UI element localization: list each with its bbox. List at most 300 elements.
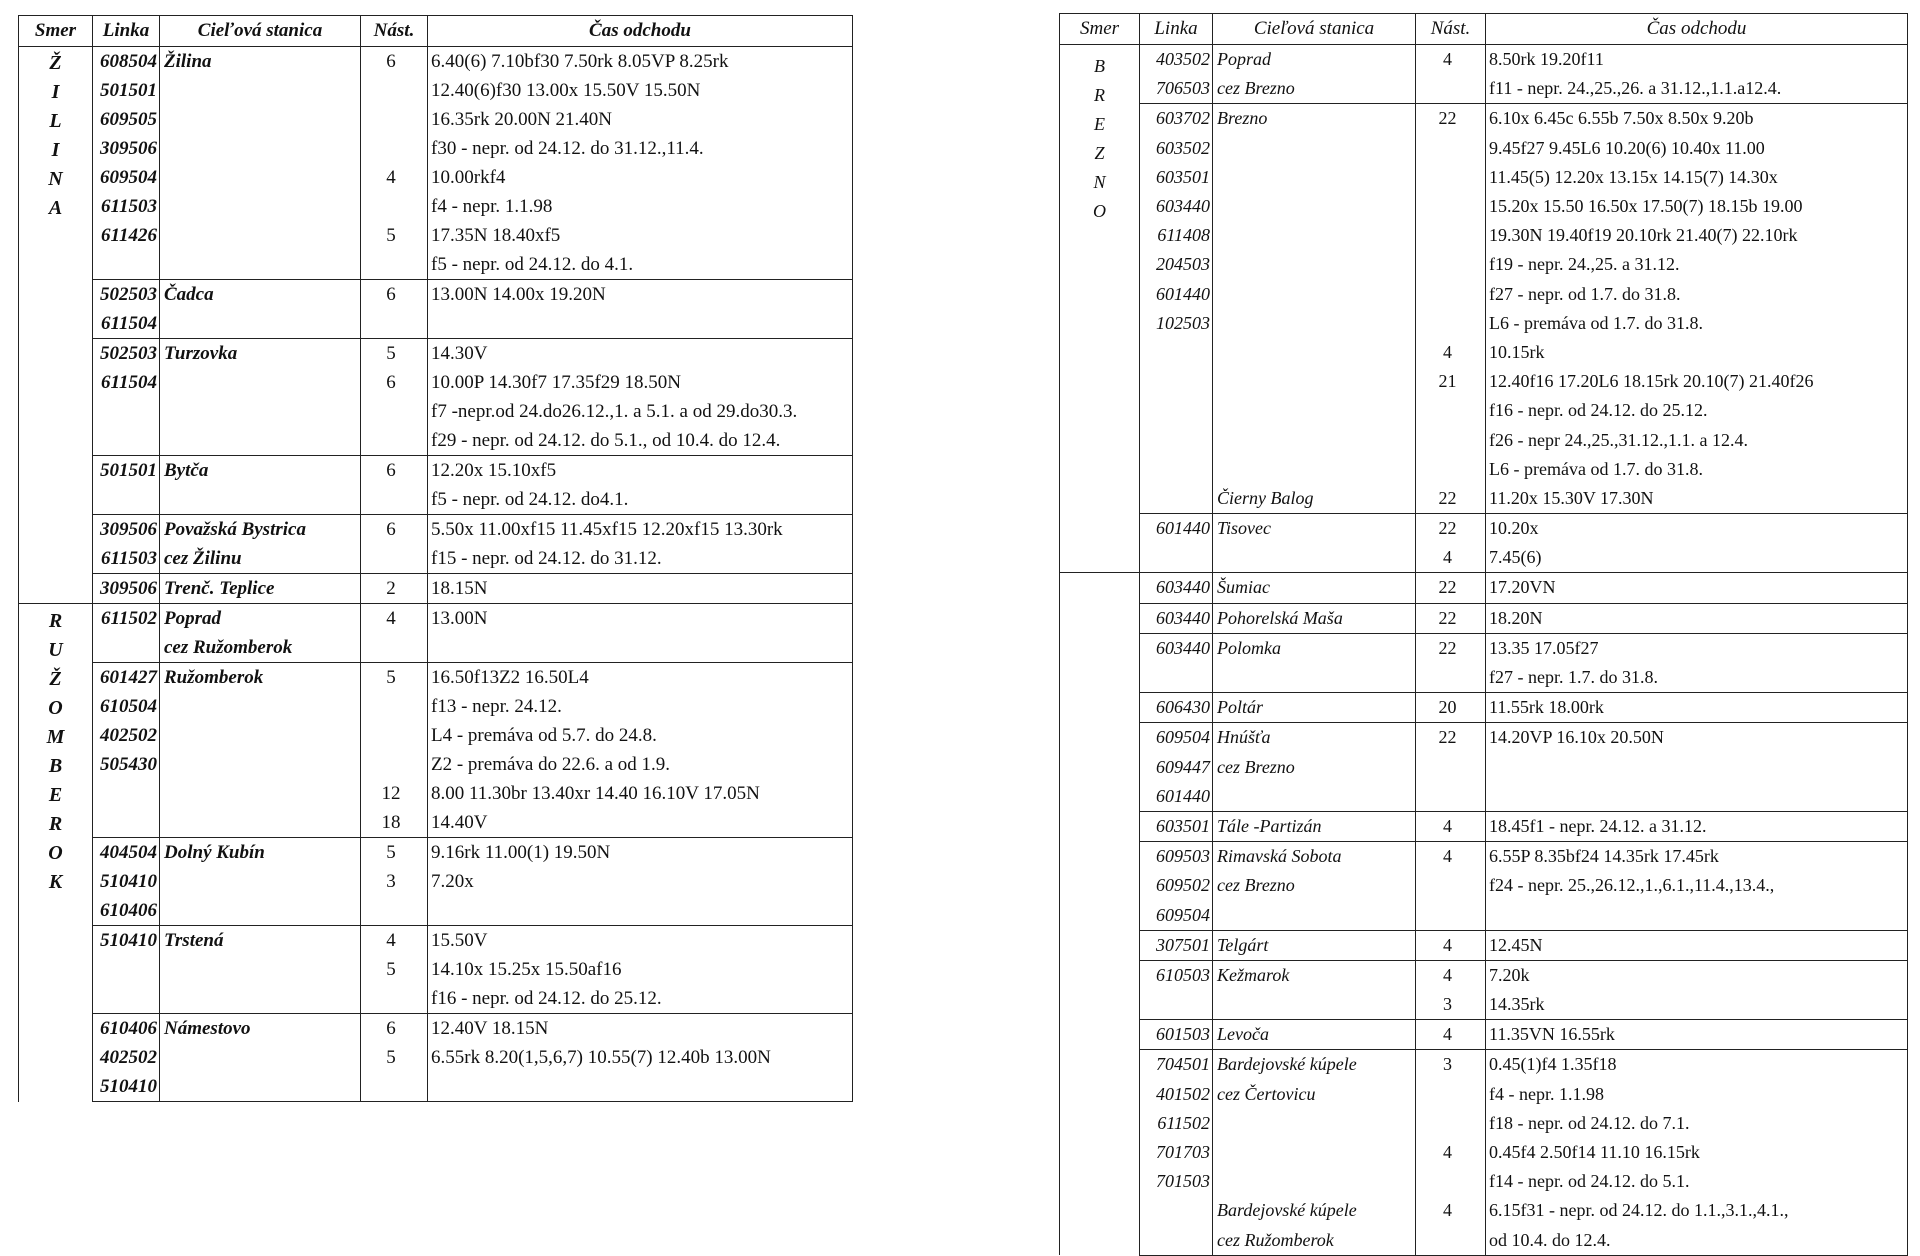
direction-letter: Ž xyxy=(49,668,62,690)
platform xyxy=(361,692,428,721)
line-number: 609504 xyxy=(1140,900,1213,930)
line-number: 603501 xyxy=(1140,163,1213,192)
platform xyxy=(1416,192,1486,221)
table-row xyxy=(19,221,853,250)
destination: Pohorelská Maša xyxy=(1213,603,1416,633)
direction-letter: O xyxy=(1093,201,1106,221)
line-number: 402502 xyxy=(93,1043,160,1072)
table-row xyxy=(19,838,853,868)
table-row xyxy=(1060,425,1908,454)
direction-letter: M xyxy=(46,726,65,748)
departure-times: 8.50rk 19.20f11 xyxy=(1486,45,1908,75)
departure-times: 12.40(6)f30 13.00x 15.50V 15.50N xyxy=(428,76,853,105)
departure-times: f11 - nepr. 24.,25.,26. a 31.12.,1.1.a12.4. xyxy=(1486,74,1908,104)
table-row xyxy=(19,955,853,984)
departure-times: f27 - nepr. od 1.7. do 31.8. xyxy=(1486,280,1908,309)
destination xyxy=(1213,782,1416,812)
line-number: 609504 xyxy=(93,163,160,192)
line-number: 401502 xyxy=(1140,1080,1213,1109)
line-number: 603501 xyxy=(1140,811,1213,841)
line-number: 601440 xyxy=(1140,280,1213,309)
platform: 4 xyxy=(1416,45,1486,75)
departure-times: 18.15N xyxy=(428,574,853,604)
platform xyxy=(1416,455,1486,484)
table-row xyxy=(1060,1138,1908,1167)
destination xyxy=(160,692,361,721)
platform xyxy=(1416,221,1486,250)
destination xyxy=(160,368,361,397)
platform: 4 xyxy=(1416,1138,1486,1167)
direction-letter: E xyxy=(1094,114,1105,134)
table-row xyxy=(1060,1109,1908,1138)
table-row xyxy=(19,163,853,192)
table-row xyxy=(1060,455,1908,484)
departure-times: 13.00N xyxy=(428,604,853,634)
platform: 4 xyxy=(1416,811,1486,841)
header-destination: Cieľová stanica xyxy=(160,16,361,47)
destination xyxy=(160,896,361,926)
table-row xyxy=(19,309,853,339)
line-number xyxy=(93,633,160,663)
destination: Bardejovské kúpele xyxy=(1213,1196,1416,1225)
destination: Poprad xyxy=(160,604,361,634)
table-row xyxy=(1060,930,1908,960)
destination xyxy=(1213,134,1416,163)
line-number xyxy=(93,779,160,808)
table-row xyxy=(19,544,853,574)
line-number: 505430 xyxy=(93,750,160,779)
destination: Turzovka xyxy=(160,339,361,369)
platform: 3 xyxy=(1416,1050,1486,1080)
platform xyxy=(361,397,428,426)
departure-times: f30 - nepr. od 24.12. do 31.12.,11.4. xyxy=(428,134,853,163)
line-number: 611502 xyxy=(1140,1109,1213,1138)
direction-letter: B xyxy=(1094,56,1105,76)
table-row xyxy=(19,896,853,926)
timetable-body xyxy=(1060,45,1908,1256)
platform xyxy=(361,485,428,515)
departure-times: 10.00rkf4 xyxy=(428,163,853,192)
departure-times xyxy=(428,1072,853,1102)
platform: 5 xyxy=(361,1043,428,1072)
departure-times: 14.35rk xyxy=(1486,990,1908,1020)
departure-times xyxy=(1486,753,1908,782)
table-row xyxy=(1060,192,1908,221)
platform: 5 xyxy=(361,838,428,868)
table-row xyxy=(1060,1050,1908,1080)
platform: 22 xyxy=(1416,104,1486,134)
line-number xyxy=(1140,484,1213,514)
platform: 6 xyxy=(361,368,428,397)
destination: Telgárt xyxy=(1213,930,1416,960)
line-number xyxy=(93,485,160,515)
line-number: 402502 xyxy=(93,721,160,750)
table-row xyxy=(19,368,853,397)
departure-times: L6 - premáva od 1.7. do 31.8. xyxy=(1486,309,1908,338)
destination xyxy=(1213,663,1416,693)
direction-letter: O xyxy=(48,697,63,719)
table-row xyxy=(1060,543,1908,573)
platform: 4 xyxy=(1416,543,1486,573)
direction-letter: Z xyxy=(1094,143,1105,163)
header-platform: Nást. xyxy=(1416,14,1486,45)
destination: Čierny Balog xyxy=(1213,484,1416,514)
platform: 12 xyxy=(361,779,428,808)
destination xyxy=(1213,543,1416,573)
line-number: 609502 xyxy=(1140,871,1213,900)
line-number: 510410 xyxy=(93,926,160,956)
direction-cell xyxy=(19,604,93,1102)
departure-times: 17.20VN xyxy=(1486,573,1908,603)
destination: Levoča xyxy=(1213,1020,1416,1050)
departure-times: 14.30V xyxy=(428,339,853,369)
platform: 5 xyxy=(361,663,428,693)
line-number: 611503 xyxy=(93,192,160,221)
table-row xyxy=(1060,573,1908,603)
table-row xyxy=(1060,514,1908,544)
destination: Dolný Kubín xyxy=(160,838,361,868)
table-row xyxy=(19,1043,853,1072)
departure-times: 8.00 11.30br 13.40xr 14.40 16.10V 17.05N xyxy=(428,779,853,808)
table-row xyxy=(19,456,853,486)
timetable-right xyxy=(1059,13,1908,1256)
destination: cez Čertovicu xyxy=(1213,1080,1416,1109)
direction-letter: I xyxy=(51,81,60,103)
destination xyxy=(160,76,361,105)
destination xyxy=(160,750,361,779)
departure-times xyxy=(428,633,853,663)
platform xyxy=(361,896,428,926)
destination xyxy=(1213,1138,1416,1167)
platform xyxy=(1416,1080,1486,1109)
table-row xyxy=(1060,811,1908,841)
table-row xyxy=(1060,45,1908,75)
platform xyxy=(1416,871,1486,900)
line-number: 502503 xyxy=(93,339,160,369)
table-row xyxy=(19,426,853,456)
line-number xyxy=(1140,396,1213,425)
platform xyxy=(1416,396,1486,425)
line-number xyxy=(1140,425,1213,454)
direction-letter: O xyxy=(48,842,63,864)
line-number: 501501 xyxy=(93,456,160,486)
table-row xyxy=(1060,753,1908,782)
table-row xyxy=(19,397,853,426)
timetable-body xyxy=(19,47,853,1102)
destination: Trstená xyxy=(160,926,361,956)
destination xyxy=(160,1043,361,1072)
line-number: 204503 xyxy=(1140,250,1213,279)
platform: 6 xyxy=(361,515,428,545)
direction-letter: N xyxy=(48,168,63,190)
direction-letter: Ž xyxy=(49,52,62,74)
destination: Brezno xyxy=(1213,104,1416,134)
platform: 6 xyxy=(361,280,428,310)
departure-times: f26 - nepr 24.,25.,31.12.,1.1. a 12.4. xyxy=(1486,425,1908,454)
header-direction: Smer xyxy=(19,16,93,47)
destination xyxy=(1213,367,1416,396)
departure-times: 13.35 17.05f27 xyxy=(1486,633,1908,663)
destination: Tále -Partizán xyxy=(1213,811,1416,841)
platform: 4 xyxy=(1416,338,1486,367)
departure-times: 14.40V xyxy=(428,808,853,838)
line-number: 601503 xyxy=(1140,1020,1213,1050)
direction-cell xyxy=(1060,573,1140,1255)
destination: cez Brezno xyxy=(1213,871,1416,900)
destination xyxy=(1213,309,1416,338)
platform: 22 xyxy=(1416,573,1486,603)
line-number xyxy=(93,397,160,426)
departure-times: f19 - nepr. 24.,25. a 31.12. xyxy=(1486,250,1908,279)
departure-times: 17.35N 18.40xf5 xyxy=(428,221,853,250)
platform xyxy=(361,105,428,134)
table-row xyxy=(19,779,853,808)
table-row xyxy=(1060,396,1908,425)
table-row xyxy=(19,76,853,105)
table-row xyxy=(1060,960,1908,990)
destination: Hnúšťa xyxy=(1213,723,1416,753)
table-row xyxy=(19,867,853,896)
departure-times: f24 - nepr. 25.,26.12.,1.,6.1.,11.4.,13.4., xyxy=(1486,871,1908,900)
departure-times: L6 - premáva od 1.7. do 31.8. xyxy=(1486,455,1908,484)
table-row xyxy=(19,134,853,163)
line-number: 609504 xyxy=(1140,723,1213,753)
departure-times: 6.15f31 - nepr. od 24.12. do 1.1.,3.1.,4.1., xyxy=(1486,1196,1908,1225)
platform xyxy=(361,250,428,280)
destination: Trenč. Teplice xyxy=(160,574,361,604)
departure-times: 6.55rk 8.20(1,5,6,7) 10.55(7) 12.40b 13.00N xyxy=(428,1043,853,1072)
destination xyxy=(160,105,361,134)
table-row xyxy=(1060,367,1908,396)
platform: 4 xyxy=(1416,960,1486,990)
platform: 22 xyxy=(1416,603,1486,633)
departure-times: 10.20x xyxy=(1486,514,1908,544)
destination xyxy=(160,955,361,984)
line-number: 609447 xyxy=(1140,753,1213,782)
table-row xyxy=(19,604,853,634)
table-row xyxy=(1060,1020,1908,1050)
line-number: 403502 xyxy=(1140,45,1213,75)
destination xyxy=(1213,280,1416,309)
departure-times: 5.50x 11.00xf15 11.45xf15 12.20xf15 13.30rk xyxy=(428,515,853,545)
direction-letter: L xyxy=(49,110,62,132)
platform xyxy=(361,633,428,663)
departure-times: f16 - nepr. od 24.12. do 25.12. xyxy=(1486,396,1908,425)
table-row xyxy=(19,750,853,779)
direction-letter: N xyxy=(1093,172,1106,192)
destination xyxy=(1213,900,1416,930)
destination: cez Ružomberok xyxy=(1213,1226,1416,1256)
departure-times: 11.20x 15.30V 17.30N xyxy=(1486,484,1908,514)
destination xyxy=(160,984,361,1014)
header-departure: Čas odchodu xyxy=(428,16,853,47)
departure-times: 14.20VP 16.10x 20.50N xyxy=(1486,723,1908,753)
header-row xyxy=(1060,14,1908,45)
departure-times: f29 - nepr. od 24.12. do 5.1., od 10.4. do 12.4. xyxy=(428,426,853,456)
line-number: 307501 xyxy=(1140,930,1213,960)
destination xyxy=(160,485,361,515)
line-number: 611502 xyxy=(93,604,160,634)
destination xyxy=(1213,221,1416,250)
destination: Považská Bystrica xyxy=(160,515,361,545)
direction-letter: E xyxy=(48,784,63,806)
table-row xyxy=(1060,871,1908,900)
departure-times: 14.10x 15.25x 15.50af16 xyxy=(428,955,853,984)
departure-times: 11.35VN 16.55rk xyxy=(1486,1020,1908,1050)
platform: 18 xyxy=(361,808,428,838)
platform xyxy=(1416,134,1486,163)
platform xyxy=(361,750,428,779)
destination: Námestovo xyxy=(160,1014,361,1044)
header-platform: Nást. xyxy=(361,16,428,47)
table-row xyxy=(1060,221,1908,250)
destination: Poprad xyxy=(1213,45,1416,75)
table-row xyxy=(1060,990,1908,1020)
platform: 4 xyxy=(1416,930,1486,960)
table-row xyxy=(1060,163,1908,192)
table-row xyxy=(19,192,853,221)
platform: 4 xyxy=(361,163,428,192)
departure-times: 6.10x 6.45c 6.55b 7.50x 8.50x 9.20b xyxy=(1486,104,1908,134)
line-number: 610406 xyxy=(93,1014,160,1044)
departure-times: Z2 - premáva do 22.6. a od 1.9. xyxy=(428,750,853,779)
table-row xyxy=(1060,104,1908,134)
table-row xyxy=(19,1014,853,1044)
destination xyxy=(1213,425,1416,454)
destination: cez Brezno xyxy=(1213,74,1416,104)
destination xyxy=(1213,1109,1416,1138)
destination: Šumiac xyxy=(1213,573,1416,603)
line-number: 701503 xyxy=(1140,1167,1213,1196)
line-number: 704501 xyxy=(1140,1050,1213,1080)
line-number: 510410 xyxy=(93,867,160,896)
platform: 3 xyxy=(361,867,428,896)
header-line: Linka xyxy=(1140,14,1213,45)
destination: Tisovec xyxy=(1213,514,1416,544)
platform: 6 xyxy=(361,47,428,77)
destination xyxy=(160,309,361,339)
table-row xyxy=(19,1072,853,1102)
direction-letter: R xyxy=(48,813,63,835)
destination xyxy=(160,221,361,250)
platform: 4 xyxy=(361,926,428,956)
table-row xyxy=(19,663,853,693)
table-row xyxy=(19,250,853,280)
departure-times: 16.35rk 20.00N 21.40N xyxy=(428,105,853,134)
departure-times: 12.40V 18.15N xyxy=(428,1014,853,1044)
table-row xyxy=(1060,603,1908,633)
platform: 21 xyxy=(1416,367,1486,396)
platform: 22 xyxy=(1416,633,1486,663)
platform: 22 xyxy=(1416,723,1486,753)
departure-times xyxy=(428,896,853,926)
departure-times: L4 - premáva od 5.7. do 24.8. xyxy=(428,721,853,750)
platform: 2 xyxy=(361,574,428,604)
destination xyxy=(160,192,361,221)
destination xyxy=(160,250,361,280)
line-number: 510410 xyxy=(93,1072,160,1102)
direction-letter: A xyxy=(48,197,63,219)
line-number: 309506 xyxy=(93,134,160,163)
departure-times: 12.40f16 17.20L6 18.15rk 20.10(7) 21.40f26 xyxy=(1486,367,1908,396)
line-number: 606430 xyxy=(1140,693,1213,723)
platform: 22 xyxy=(1416,484,1486,514)
table-row xyxy=(1060,842,1908,872)
destination: cez Žilinu xyxy=(160,544,361,574)
departure-times: 18.20N xyxy=(1486,603,1908,633)
line-number xyxy=(1140,990,1213,1020)
destination: Ružomberok xyxy=(160,663,361,693)
table-row xyxy=(1060,250,1908,279)
direction-letter: K xyxy=(48,871,63,893)
destination: Bytča xyxy=(160,456,361,486)
platform: 22 xyxy=(1416,514,1486,544)
departure-times: f15 - nepr. od 24.12. do 31.12. xyxy=(428,544,853,574)
line-number: 610503 xyxy=(1140,960,1213,990)
table-row xyxy=(19,574,853,604)
platform xyxy=(1416,663,1486,693)
departure-times: od 10.4. do 12.4. xyxy=(1486,1226,1908,1256)
platform xyxy=(1416,900,1486,930)
table-row xyxy=(1060,280,1908,309)
table-row xyxy=(1060,338,1908,367)
line-number: 608504 xyxy=(93,47,160,77)
table-row xyxy=(1060,782,1908,812)
table-row xyxy=(1060,633,1908,663)
platform: 6 xyxy=(361,1014,428,1044)
line-number: 603702 xyxy=(1140,104,1213,134)
departure-times xyxy=(1486,782,1908,812)
departure-times: 16.50f13Z2 16.50L4 xyxy=(428,663,853,693)
destination xyxy=(1213,396,1416,425)
line-number xyxy=(93,955,160,984)
direction-letter: B xyxy=(48,755,63,777)
table-row xyxy=(1060,723,1908,753)
platform: 4 xyxy=(1416,842,1486,872)
platform: 4 xyxy=(1416,1020,1486,1050)
table-row xyxy=(19,339,853,369)
destination: cez Ružomberok xyxy=(160,633,361,663)
table-row xyxy=(19,984,853,1014)
departure-times: 15.50V xyxy=(428,926,853,956)
destination xyxy=(160,808,361,838)
line-number: 502503 xyxy=(93,280,160,310)
table-row xyxy=(1060,134,1908,163)
platform: 5 xyxy=(361,955,428,984)
line-number xyxy=(93,426,160,456)
table-row xyxy=(19,808,853,838)
platform xyxy=(361,134,428,163)
destination xyxy=(1213,990,1416,1020)
direction-cell xyxy=(1060,45,1140,573)
direction-letter: I xyxy=(51,139,60,161)
departure-times: f14 - nepr. od 24.12. do 5.1. xyxy=(1486,1167,1908,1196)
destination xyxy=(1213,455,1416,484)
platform xyxy=(1416,753,1486,782)
platform xyxy=(361,426,428,456)
platform xyxy=(361,192,428,221)
departure-times: 15.20x 15.50 16.50x 17.50(7) 18.15b 19.00 xyxy=(1486,192,1908,221)
platform xyxy=(361,984,428,1014)
destination: Kežmarok xyxy=(1213,960,1416,990)
departure-times: f7 -nepr.od 24.do26.12.,1. a 5.1. a od 29.do30.3. xyxy=(428,397,853,426)
line-number: 611504 xyxy=(93,368,160,397)
departure-times: 12.45N xyxy=(1486,930,1908,960)
line-number xyxy=(93,984,160,1014)
line-number: 609505 xyxy=(93,105,160,134)
destination: Rimavská Sobota xyxy=(1213,842,1416,872)
platform xyxy=(361,1072,428,1102)
